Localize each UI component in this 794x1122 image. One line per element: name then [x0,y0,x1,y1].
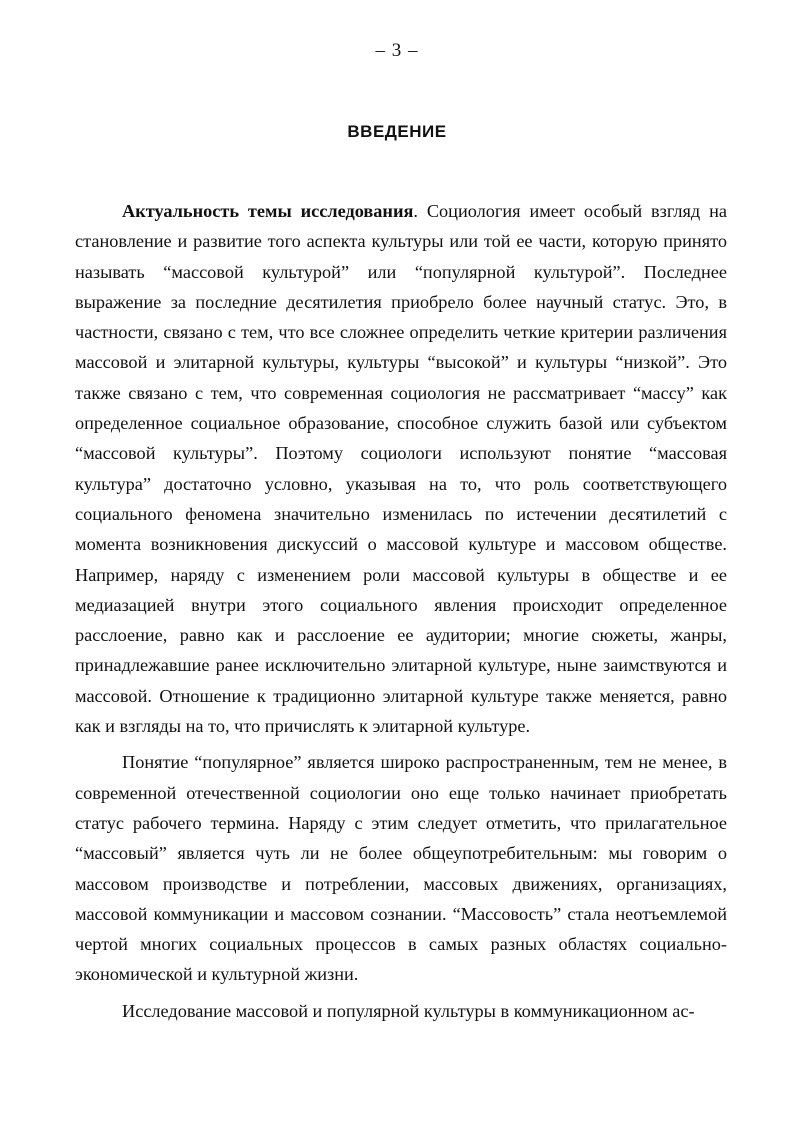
paragraph-lead: Актуальность темы исследования [122,201,414,221]
body-text [75,196,727,1026]
paragraph-popular: Понятие “популярное” является широко распространенным, тем не менее, в современной отечественной социологии оно еще только начинает приобретать статус рабочего термина. Наряду с этим следует отметить, что прилагательное “массовый” является чуть ли не более общеупотребительным: мы говорим о массовом производстве и потреблении, массовых движениях, организациях, массовой коммуникации и массовом сознании. “Массовость” стала неотъемлемой чертой многих социальных процессов в самых разных областях социально-экономической и культурной жизни. [75,752,727,985]
paragraph-relevance [75,196,727,741]
section-title: ВВЕДЕНИЕ [347,122,447,141]
paragraph-text: . Социология имеет особый взгляд на становление и развитие того аспекта культуры или той ее части, которую принято называть “массовой культурой” или “популярной культурой”. Последнее выражение за последние десятилетия приобрело более научный статус. Это, в частности, связано с тем, что все сложнее определить четкие критерии различения массовой и элитарной культуры, культуры “высокой” и культуры “низкой”. Это также связано с тем, что современная социология не рассматривает “массу” как определенное социальное образование, способное служить базой или субъектом “массовой культуры”. Поэтому социологи используют понятие “массовая культура” достаточно условно, указывая на то, что роль соответствующего социального феномена значительно изменилась по истечении десятилетий с момента возникновения дискуссий о массовой культуре и массовом обществе. Например, наряду с изменением роли массовой культуры в обществе и ее медиазацией внутри этого социального явления происходит определенное расслоение, равно как и расслоение ее аудитории; многие сюжеты, жанры, принадлежавшие ранее исключительно элитарной культуре, ныне заимствуются и массовой. Отношение к традиционно элитарной культуре также меняется, равно как и взгляды на то, что причислять к элитарной культуре. [75,201,727,737]
page-number: – 3 – [375,40,419,61]
paragraph-research: Исследование массовой и популярной культуры в коммуникационном ас- [122,1000,695,1021]
